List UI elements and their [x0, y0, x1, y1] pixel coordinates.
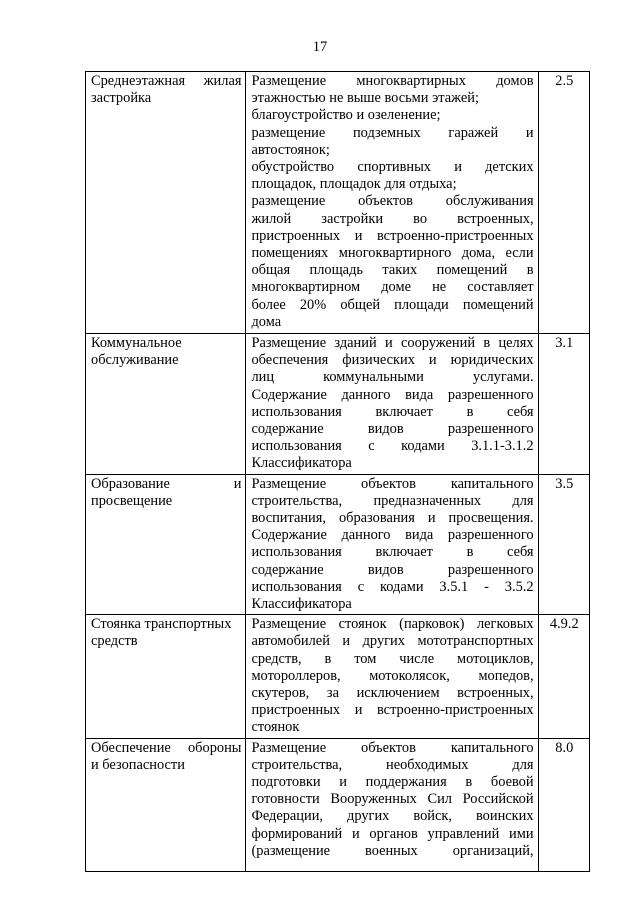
- classifier-code: 8.0: [538, 738, 589, 871]
- table-row: [86, 615, 590, 738]
- text-line: Стоянка транспортных: [91, 616, 232, 633]
- classifier-code: 3.1: [538, 334, 589, 475]
- land-use-table: [85, 71, 590, 872]
- text-line: и безопасности: [91, 756, 185, 773]
- text-line: Размещение зданий и сооружений в целях: [251, 335, 534, 351]
- text-line: использования включает в себя: [251, 544, 534, 561]
- text-line: Размещение объектов капитального: [251, 739, 534, 756]
- text-line: автостоянок;: [251, 141, 330, 158]
- text-line: многоквартирном доме не составляет: [251, 279, 534, 296]
- text-line: готовности Вооруженных Сил Российской: [251, 791, 534, 808]
- text-line: общая площадь таких помещений в: [251, 262, 534, 279]
- text-line: просвещение: [91, 492, 173, 509]
- text-line: Классификатора: [251, 455, 352, 472]
- text-line: (размещение военных организаций,: [251, 842, 534, 859]
- text-line: обеспечения физических и юридических: [251, 352, 534, 369]
- text-line: строительства, необходимых для: [251, 756, 534, 773]
- text-line: использования включает в себя: [251, 403, 534, 420]
- use-type-description: [246, 615, 538, 738]
- classifier-code: 4.9.2: [538, 615, 589, 738]
- text-line: содержание видов разрешенного: [251, 561, 534, 578]
- table-row: [86, 474, 590, 615]
- use-type-description: [246, 474, 538, 615]
- text-line: благоустройство и озеленение;: [251, 107, 441, 124]
- text-line: Содержание данного вида разрешенного: [251, 386, 534, 403]
- use-type-name: [86, 474, 246, 615]
- use-type-name: [86, 615, 246, 738]
- text-line: Размещение многоквартирных домов: [251, 73, 534, 89]
- text-line: Размещение стоянок (парковок) легковых: [251, 616, 534, 633]
- use-type-name: [86, 738, 246, 871]
- text-line: формирований и органов управлений ими: [251, 825, 534, 842]
- use-type-name: [86, 72, 246, 334]
- text-line: Размещение объектов капитального: [251, 475, 534, 492]
- text-line: средств: [91, 633, 138, 650]
- text-line: средств, в том числе мотоциклов,: [251, 650, 534, 667]
- text-line: Классификатора: [251, 596, 352, 613]
- text-line: площадок, площадок для отдыха;: [251, 176, 457, 193]
- classifier-code: 2.5: [538, 72, 589, 334]
- text-line: дома: [251, 313, 282, 330]
- page-number: 17: [312, 39, 328, 55]
- table-row: [86, 334, 590, 475]
- text-line: обустройство спортивных и детских: [251, 159, 534, 176]
- text-line: лиц коммунальными услугами.: [251, 369, 534, 386]
- text-line: скутеров, за исключением встроенных,: [251, 685, 534, 702]
- text-line: Образование и: [91, 475, 242, 492]
- text-line: жилой застройки во встроенных,: [251, 210, 534, 227]
- classifier-code: 3.5: [538, 474, 589, 615]
- text-line: Обеспечение обороны: [91, 739, 242, 756]
- table-row: [86, 72, 590, 334]
- text-line: Коммунальное: [91, 335, 182, 351]
- text-line: автомобилей и других мототранспортных: [251, 633, 534, 650]
- text-line: использования с кодами 3.1.1-3.1.2: [251, 438, 534, 455]
- text-line: мотороллеров, мотоколясок, мопедов,: [251, 667, 534, 684]
- use-type-description: [246, 738, 538, 871]
- use-type-description: [246, 72, 538, 334]
- text-line: этажностью не выше восьми этажей;: [251, 90, 479, 107]
- text-line: помещениях многоквартирного дома, если: [251, 245, 534, 262]
- text-line: стоянок: [251, 719, 300, 736]
- text-line: Федерации, других войск, воинских: [251, 808, 534, 825]
- text-line: воспитания, образования и просвещения.: [251, 510, 534, 527]
- text-line: обслуживание: [91, 352, 179, 369]
- use-type-name: [86, 334, 246, 475]
- text-line: строительства, предназначенных для: [251, 492, 534, 509]
- text-line: пристроенных и встроенно-пристроенных: [251, 702, 534, 719]
- text-line: более 20% общей площади помещений: [251, 296, 534, 313]
- use-type-description: [246, 334, 538, 475]
- text-line: подготовки и поддержания в боевой: [251, 774, 534, 791]
- text-line: застройка: [91, 90, 152, 107]
- text-line: Содержание данного вида разрешенного: [251, 527, 534, 544]
- text-line: размещение объектов обслуживания: [251, 193, 534, 210]
- text-line: содержание видов разрешенного: [251, 421, 534, 438]
- text-line: использования с кодами 3.5.1 - 3.5.2: [251, 578, 534, 595]
- text-line: Среднеэтажная жилая: [91, 73, 242, 89]
- text-line: пристроенных и встроенно-пристроенных: [251, 227, 534, 244]
- text-line: размещение подземных гаражей и: [251, 124, 534, 141]
- table-row: [86, 738, 590, 871]
